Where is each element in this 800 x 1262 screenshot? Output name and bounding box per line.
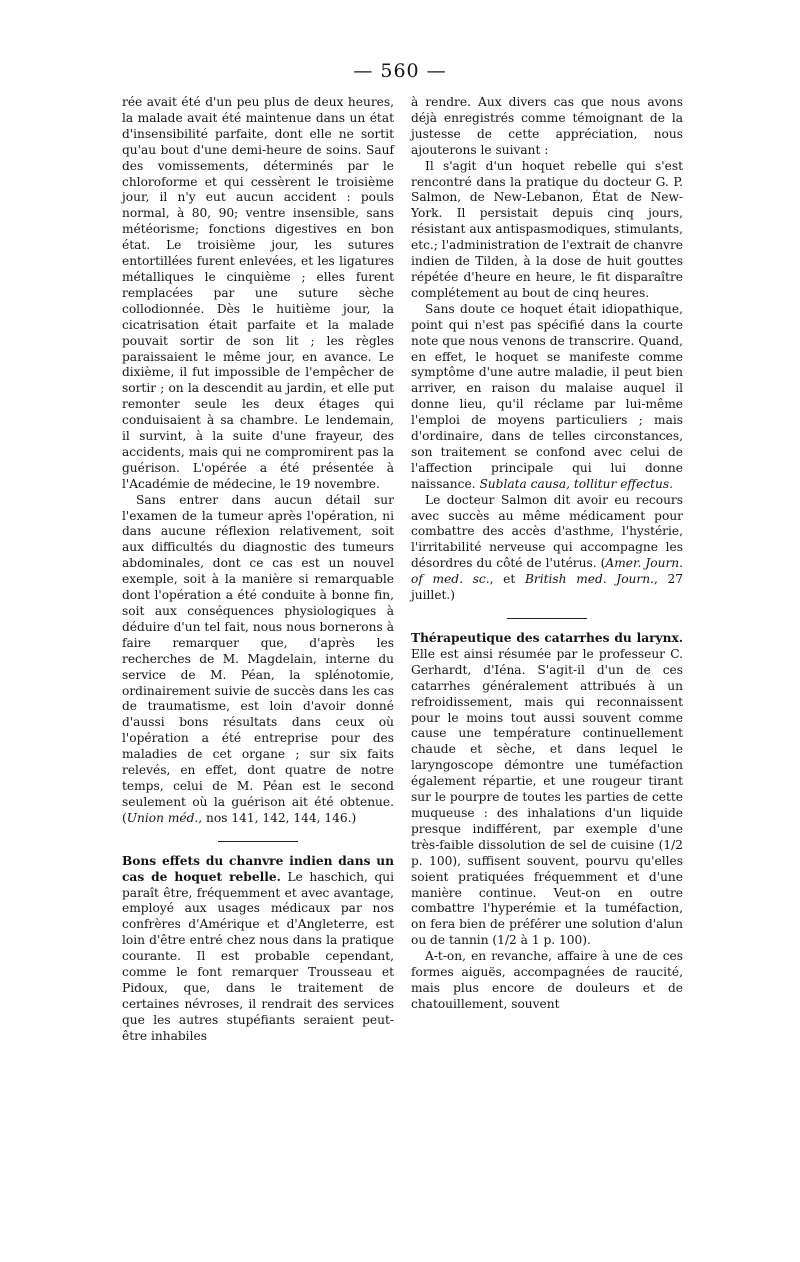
paragraph — [411, 631, 683, 949]
paragraph-text: , et — [489, 572, 525, 587]
citation: Amer. Journ. of med. sc. — [411, 556, 683, 587]
paragraph — [122, 493, 394, 827]
citation: Union méd. — [126, 810, 199, 825]
paragraph-text: , nos 141, 142, 144, 146.) — [198, 810, 357, 825]
section-divider — [218, 841, 298, 842]
paragraph — [411, 302, 683, 493]
section-heading: Thérapeutique des catarrhes du larynx. — [411, 631, 683, 645]
paragraph-text: Le haschich, qui paraît être, fréquemment et avec avantage, employé aux usages médicaux par nos confrères d'Amérique et d'Angleterre, est loin d'être entré chez nous dans la pratique courante. Il est probable cependant, comme le font remarquer Trousseau et Pidoux, que, dans le traitement de certaines névroses, il rendrait des services que les autres stupéfiants seraient peut-être inhabiles — [122, 869, 394, 1043]
paragraph-text: Sans entrer dans aucun détail sur l'examen de la tumeur après l'opération, ni dans aucune réflexion relativement, soit aux difficultés du diagnostic des tumeurs abdominales, dont ce cas est un nouvel exemple, soit à la manière si remarquable dont l'opération a été conduite à bonne fin, soit aux conséquences physiologiques à déduire d'un tel fait, nous nous bornerons à faire remarquer que, d'après les recherches de M. Magdelain, interne du service de M. Péan, la splénotomie, ordinairement suivie de succès dans les cas de traumatisme, est loin d'avoir donné d'aussi bons résultats dans ceux où l'opération a été entreprise pour des maladies de cet organe ; sur six faits relevés, en effet, dont quatre de notre temps, celui de M. Péan est le second seulement où la guérison ait été obtenue. ( — [122, 492, 394, 825]
paragraph-text: Sans doute ce hoquet était idiopathique, point qui n'est pas spécifié dans la courte note que nous venons de transcrire. Quand, en effet, le hoquet se manifeste comme symptôme d'une autre maladie, il peut bien arriver, en raison du malaise auquel il donne lieu, qu'il réclame par lui-même l'emploi de moyens particuliers ; mais d'ordinaire, dans de telles circonstances, son traitement se confond avec celui de l'affection principale qui lui donne naissance. — [411, 301, 683, 491]
paragraph-text: Le docteur Salmon dit avoir eu recours avec succès au même médicament pour combattre des accès d'asthme, l'hystérie, l'irritabilité nerveuse qui accompagne les désordres du côté de l'utérus. ( — [411, 492, 683, 571]
right-column — [411, 95, 683, 1013]
section-heading: Bons effets du chanvre indien dans un cas de hoquet rebelle. — [122, 853, 394, 884]
paragraph: Il s'agit d'un hoquet rebelle qui s'est rencontré dans la pratique du docteur G. P. Salmon, de New-Lebanon, État de New-York. Il persistait depuis cinq jours, résistant aux antispasmodiques, stimulants, etc.; l'administration de l'extrait de chanvre indien de Tilden, à la dose de huit gouttes répétée d'heure en heure, le fit disparaître complétement au bout de cinq heures. — [411, 158, 683, 300]
paragraph: rée avait été d'un peu plus de deux heures, la malade avait été maintenue dans un état d'insensibilité parfaite, dont elle ne sortit qu'au bout d'une demi-heure de soins. Sauf des vomissements, déterminés par le chloroforme et qui cessèrent le troisième jour, il n'y eut aucun accident : pouls normal, à 80, 90; ventre insensible, sans météorisme; fonctions digestives en bon état. Le troisième jour, les sutures entortillées furent enlevées, et les ligatures métalliques le cinquième ; elles furent remplacées par une suture sèche collodionnée. Dès le huitième jour, la cicatrisation était parfaite et la malade pouvait sortir de son lit ; les règles paraissaient le même jour, en avance. Le dixième, il fut impossible de l'empêcher de sortir ; on la descendit au jardin, et elle put remonter seule les deux étages qui conduisaient à sa chambre. Le lendemain, il survint, à la suite d'une frayeur, des accidents, mais qui ne compromirent pas la guérison. L'opérée a été présentée à l'Académie de médecine, le 19 novembre. — [122, 95, 394, 491]
section-divider — [507, 618, 587, 619]
paragraph-text: , 27 juillet.) — [411, 572, 683, 603]
paragraph: à rendre. Aux divers cas que nous avons déjà enregistrés comme témoignant de la justesse de cette appréciation, nous ajouterons le suivant : — [411, 95, 683, 157]
paragraph-text: Elle est ainsi résumée par le professeur C. Gerhardt, d'Iéna. S'agit-il d'un de ces catarrhes généralement attribués à un refroidissement, mais qui reconnaissent pour le moins tout aussi souvent comme cause une température continuellement chaude et sèche, et dans lequel le laryngoscope démontre une tuméfaction également répartie, et une rougeur tirant sur le pourpre de toutes les parties de cette muqueuse : des inhalations d'un liquide presque indifférent, par exemple d'une très-faible dissolution de sel de cuisine (1/2 p. 100), suffisent souvent, pourvu qu'elles soient pratiquées fréquemment et d'une manière continue. Veut-on en outre combattre l'hyperémie et la tuméfaction, on fera bien de préférer une solution d'alun ou de tannin (1/2 à 1 p. 100). — [411, 646, 683, 948]
page-number: — 560 — — [353, 60, 447, 82]
left-column — [122, 95, 394, 1045]
latin-quote: Sublata causa, tollitur effectus. — [479, 476, 673, 491]
paragraph — [122, 854, 394, 1045]
citation: British med. Journ. — [524, 572, 654, 587]
paragraph: A-t-on, en revanche, affaire à une de ces formes aiguës, accompagnées de raucité, mais plus encore de douleurs et de chatouillement, souvent — [411, 949, 683, 1011]
paragraph — [411, 493, 683, 604]
